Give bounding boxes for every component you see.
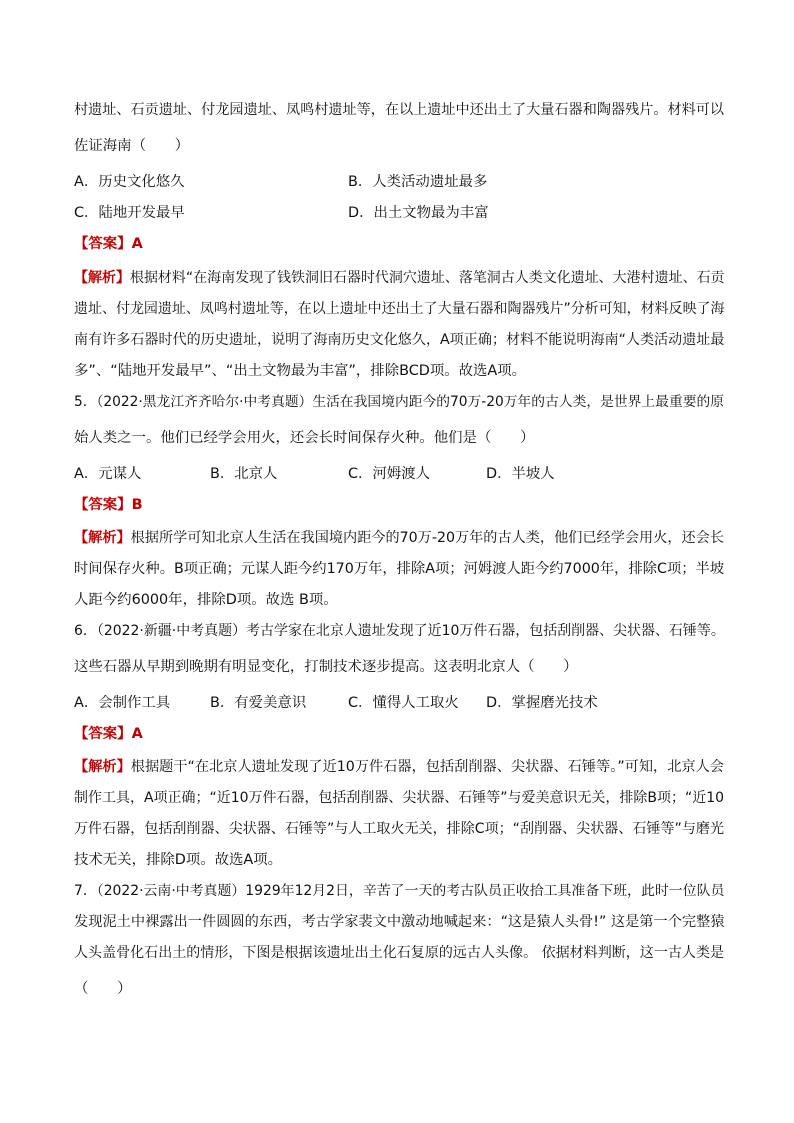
analysis-text: 根据材料“在海南发现了钱铁洞旧石器时代洞穴遗址、落笔洞古人类文化遗址、大港村遗址、石贡 <box>129 270 725 286</box>
q5-analysis-line-1 <box>74 528 724 548</box>
question-5-stem-line-1: 5．（2022·黑龙江齐齐哈尔·中考真题）生活在我国境内距今的70万-20万年的古人类，是世界上最重要的原 <box>74 394 724 410</box>
answer-label: 【答案】 <box>74 497 132 513</box>
q5-option-a: A．元谋人 <box>74 466 142 482</box>
question-7-stem-line-4: （ ） <box>74 981 132 997</box>
question-6-stem-line-2: 这些石器从早期到晚期有明显变化，打制技术逐步提高。这表明北京人（ ） <box>74 659 578 675</box>
analysis-label: 【解析】 <box>74 270 130 286</box>
question-7-stem-line-3: 人头盖骨化石出土的情形，下图是根据该遗址出土化石复原的远古人头像。 依据材料判断，这一古人类是 <box>74 945 724 961</box>
q4-analysis-line-3: 南有许多石器时代的历史遗址，说明了海南历史文化悠久，A项正确；材料不能说明海南“人类活动遗址最 <box>74 332 725 348</box>
analysis-label: 【解析】 <box>74 759 131 775</box>
answer-value: A <box>131 236 143 252</box>
q4-analysis-line-2: 遗址、付龙园遗址、凤鸣村遗址等，在以上遗址中还出土了大量石器和陶器残片”分析可知，材料反映了海 <box>74 301 725 317</box>
question-5-stem-line-2: 始人类之一。他们已经学会用火，还会长时间保存火种。他们是（ ） <box>74 430 535 446</box>
q4-option-c: C．陆地开发最早 <box>74 205 185 221</box>
answer-label: 【答案】 <box>74 236 132 252</box>
q4-answer <box>74 234 143 254</box>
q5-option-b: B．北京人 <box>210 466 278 482</box>
q6-option-c: C．懂得人工取火 <box>348 695 459 711</box>
analysis-text: 根据题干“在北京人遗址发现了近10万件石器，包括刮削器、尖状器、石锤等。”可知，北京人会 <box>130 759 724 775</box>
q5-answer <box>74 495 143 515</box>
analysis-text: 根据所学可知北京人生活在我国境内距今的70万-20万年的古人类，他们已经学会用火，还会长 <box>130 530 724 546</box>
question-4-stem-line-2: 佐证海南（ ） <box>74 138 190 154</box>
answer-label: 【答案】 <box>74 726 132 742</box>
q5-option-d: D．半坡人 <box>486 466 555 482</box>
q6-analysis-line-3: 万件石器，包括刮削器、尖状器、石锤等”与人工取火无关，排除C项；“刮削器、尖状器、石锤等”与磨光 <box>74 821 724 837</box>
q5-option-c: C．河姆渡人 <box>348 466 431 482</box>
q6-analysis-line-2: 制作工具，A项正确；“近10万件石器，包括刮削器、尖状器、石锤等”与爱美意识无关，排除B项；“近10 <box>74 790 724 806</box>
question-7-stem-line-1: 7．（2022·云南·中考真题）1929年12月2日，辛苦了一天的考古队员正收拾工具准备下班，此时一位队员 <box>74 883 725 899</box>
question-6-stem-line-1: 6．（2022·新疆·中考真题）考古学家在北京人遗址发现了近10万件石器，包括刮削器、尖状器、石锤等。 <box>74 623 725 639</box>
q6-analysis-line-4: 技术无关，排除D项。故选A项。 <box>74 852 283 868</box>
q4-analysis-line-1 <box>74 268 724 288</box>
q4-analysis-line-4: 多”、“陆地开发最早”、“出土文物最为丰富”，排除BCD项。故选A项。 <box>74 363 527 379</box>
q5-analysis-line-3: 人距今约6000年，排除D项。故选 B项。 <box>74 592 338 608</box>
analysis-label: 【解析】 <box>74 530 131 546</box>
answer-value: B <box>131 497 143 513</box>
q4-option-b: B．人类活动遗址最多 <box>348 174 488 190</box>
question-4-stem-line-1: 村遗址、石贡遗址、付龙园遗址、凤鸣村遗址等，在以上遗址中还出土了大量石器和陶器残片。材料可以 <box>74 102 724 118</box>
question-7-stem-line-2: 发现泥土中裸露出一件圆圆的东西，考古学家裴文中激动地喊起来：“这是猿人头骨!” 这是第一个完整猿 <box>74 914 725 930</box>
answer-value: A <box>131 726 143 742</box>
q6-analysis-line-1 <box>74 757 724 777</box>
q5-analysis-line-2: 时间保存火种。B项正确；元谋人距今约170万年，排除A项；河姆渡人距今约7000年，排除C项；半坡 <box>74 561 725 577</box>
q6-option-a: A．会制作工具 <box>74 695 171 711</box>
q6-option-b: B．有爱美意识 <box>210 695 307 711</box>
q4-option-d: D．出土文物最为丰富 <box>348 205 489 221</box>
q6-option-d: D．掌握磨光技术 <box>486 695 598 711</box>
q6-answer <box>74 724 143 744</box>
q4-option-a: A．历史文化悠久 <box>74 174 185 190</box>
